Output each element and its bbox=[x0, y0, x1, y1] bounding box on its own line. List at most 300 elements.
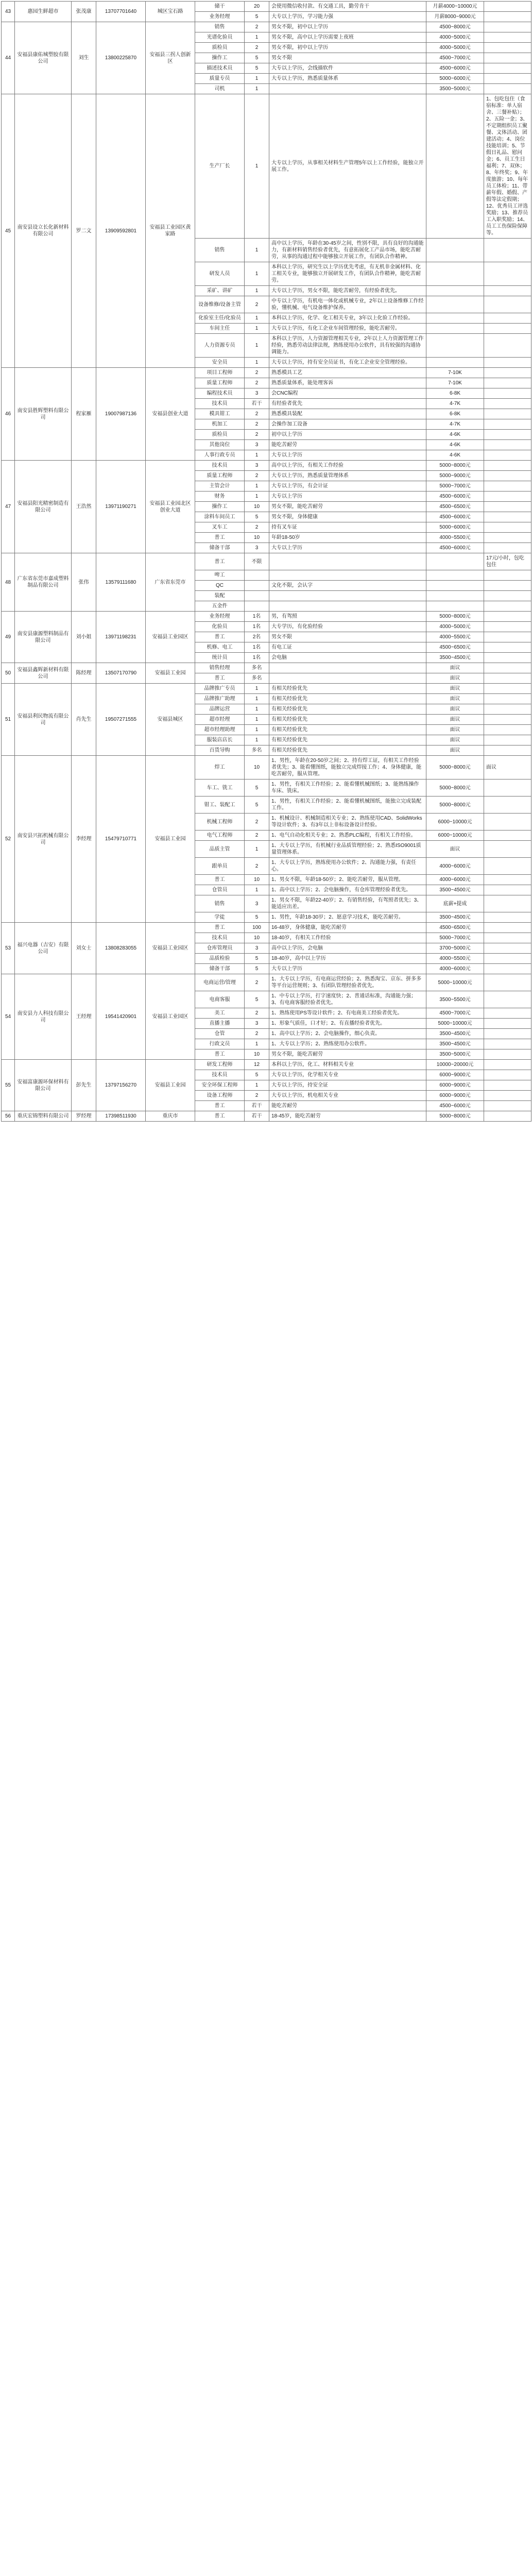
job-title: 车工、铣工 bbox=[195, 779, 245, 796]
job-title: 销售 bbox=[195, 239, 245, 262]
job-requirement: 会使用微信收付款、有交通工具，勤劳肯干 bbox=[269, 2, 426, 12]
job-salary bbox=[426, 358, 484, 368]
job-requirement: 1、男性，年龄18-30岁；2、愿意学习技术，能吃苦耐劳。 bbox=[269, 912, 426, 923]
job-title: 财务 bbox=[195, 492, 245, 502]
job-salary: 4500~8000元 bbox=[426, 22, 484, 32]
job-title: 操作工 bbox=[195, 53, 245, 63]
job-count: 3 bbox=[245, 943, 269, 954]
job-salary: 4500~6000元 bbox=[426, 543, 484, 553]
company-number: 54 bbox=[2, 974, 15, 1060]
job-count: 1 bbox=[245, 84, 269, 94]
job-title: 研发工程师 bbox=[195, 1060, 245, 1070]
job-benefit bbox=[484, 53, 531, 63]
job-title: 车间主任 bbox=[195, 324, 245, 334]
job-salary: 6-8K bbox=[426, 409, 484, 419]
job-count: 1 bbox=[245, 492, 269, 502]
job-requirement bbox=[269, 663, 426, 673]
job-count: 5 bbox=[245, 63, 269, 74]
job-count: 若干 bbox=[245, 399, 269, 409]
job-requirement: 18-45岁，能吃苦耐劳 bbox=[269, 1111, 426, 1122]
job-requirement: 1、男女不限，年龄18-50岁；2、能吃苦耐劳，服从管理。 bbox=[269, 875, 426, 885]
job-benefit bbox=[484, 933, 531, 943]
job-count: 2 bbox=[245, 1091, 269, 1101]
job-title: 技术员 bbox=[195, 933, 245, 943]
contact-person: 刘生 bbox=[72, 22, 96, 94]
job-title: 品牌推广助理 bbox=[195, 694, 245, 704]
job-benefit bbox=[484, 32, 531, 43]
job-benefit bbox=[484, 1019, 531, 1029]
job-benefit bbox=[484, 991, 531, 1008]
job-title: 普工 bbox=[195, 1101, 245, 1111]
job-requirement: 中专以上学历，有机电一体化或机械专业，2年以上设备维修工作经验，懂机械、电气设备维护保养。 bbox=[269, 296, 426, 313]
job-requirement: 男女不限，高中以上学历需要上夜班 bbox=[269, 32, 426, 43]
job-title: 电商运营/管理 bbox=[195, 974, 245, 991]
job-requirement: 男女不限，能吃苦耐劳 bbox=[269, 1049, 426, 1060]
job-requirement: 男女不限，身体健康 bbox=[269, 512, 426, 522]
job-requirement: 大专以上学历，从事相关材料生产管理5年以上工作经验，能独立开展工作。 bbox=[269, 94, 426, 239]
company-number: 56 bbox=[2, 1111, 15, 1122]
company-number: 51 bbox=[2, 684, 15, 756]
job-count: 2 bbox=[245, 430, 269, 440]
job-salary: 5000~8000元 bbox=[426, 779, 484, 796]
job-title: 项目工程师 bbox=[195, 368, 245, 378]
contact-phone: 19541420901 bbox=[96, 974, 146, 1060]
job-title: 光谱化验员 bbox=[195, 32, 245, 43]
job-requirement: 大专以上学历 bbox=[269, 543, 426, 553]
job-title: 仓管员 bbox=[195, 885, 245, 895]
job-count bbox=[245, 570, 269, 581]
job-benefit bbox=[484, 858, 531, 875]
job-requirement: 大专以上学历 bbox=[269, 450, 426, 461]
job-title: 化验员 bbox=[195, 622, 245, 632]
company-name: 南安县设立长化新材料有限公司 bbox=[15, 94, 72, 368]
job-title: 啤工 bbox=[195, 570, 245, 581]
job-benefit bbox=[484, 725, 531, 735]
job-title: 超市经理助理 bbox=[195, 725, 245, 735]
job-salary: 4000~5500元 bbox=[426, 954, 484, 964]
job-benefit bbox=[484, 1060, 531, 1070]
job-requirement: 有相关经验优先 bbox=[269, 745, 426, 756]
job-title: 五金件 bbox=[195, 601, 245, 612]
company-address: 安福县三拐人创新区 bbox=[146, 22, 195, 94]
job-benefit bbox=[484, 715, 531, 725]
job-requirement: 1、男女不限，年龄22-40岁；2、有销售经验，有驾照者优先；3、能适应出差。 bbox=[269, 895, 426, 912]
job-count: 1 bbox=[245, 239, 269, 262]
job-title: 电商客服 bbox=[195, 991, 245, 1008]
company-number: 44 bbox=[2, 22, 15, 94]
job-salary: 月薪4000~10000元 bbox=[426, 2, 484, 12]
job-salary: 5000~6000元 bbox=[426, 522, 484, 533]
job-title: 主管会计 bbox=[195, 481, 245, 492]
job-title: 质量专员 bbox=[195, 74, 245, 84]
job-requirement: 1、熟练使用PS等设计软件；2、有电商美工经验者优先。 bbox=[269, 1008, 426, 1019]
table-row bbox=[2, 1111, 531, 1122]
job-salary bbox=[426, 313, 484, 324]
job-benefit bbox=[484, 612, 531, 622]
job-title: 普工 bbox=[195, 553, 245, 570]
job-salary: 4500~6500元 bbox=[426, 923, 484, 933]
job-count: 5 bbox=[245, 912, 269, 923]
job-count: 5 bbox=[245, 53, 269, 63]
job-requirement: 1、高中以上学历；2、会电脑操作，细心负责。 bbox=[269, 1029, 426, 1039]
job-count: 1 bbox=[245, 715, 269, 725]
job-salary: 4500~7000元 bbox=[426, 1008, 484, 1019]
job-count: 若干 bbox=[245, 1101, 269, 1111]
job-salary: 面议 bbox=[426, 725, 484, 735]
job-requirement: 18-40岁，高中以上学历 bbox=[269, 954, 426, 964]
job-title: 学徒 bbox=[195, 912, 245, 923]
job-count: 1 bbox=[245, 74, 269, 84]
job-benefit bbox=[484, 875, 531, 885]
contact-phone: 19507271555 bbox=[96, 684, 146, 756]
job-salary: 6000~10000元 bbox=[426, 831, 484, 841]
job-title: 仓库管理员 bbox=[195, 943, 245, 954]
job-requirement: 大专以上学历 bbox=[269, 492, 426, 502]
table-row bbox=[2, 923, 531, 933]
job-benefit bbox=[484, 1070, 531, 1080]
job-salary bbox=[426, 239, 484, 262]
company-name: 安福县利民物流有限公司 bbox=[15, 684, 72, 756]
job-benefit bbox=[484, 358, 531, 368]
job-benefit bbox=[484, 450, 531, 461]
job-benefit bbox=[484, 533, 531, 543]
contact-person: 李经理 bbox=[72, 756, 96, 923]
table-row bbox=[2, 684, 531, 694]
company-address: 安福县工业园区 bbox=[146, 974, 195, 1060]
job-title: 安全员 bbox=[195, 358, 245, 368]
contact-person: 罗二文 bbox=[72, 94, 96, 368]
job-salary: 5000~10000元 bbox=[426, 1019, 484, 1029]
contact-phone: 19007987136 bbox=[96, 368, 146, 461]
job-benefit bbox=[484, 581, 531, 591]
job-salary: 面议 bbox=[426, 704, 484, 715]
job-requirement: 大专以上学历，熟悉质量管理体系 bbox=[269, 471, 426, 481]
job-salary: 6000~9000元 bbox=[426, 1080, 484, 1091]
job-salary: 面议 bbox=[426, 673, 484, 684]
job-benefit bbox=[484, 923, 531, 933]
job-count: 2 bbox=[245, 22, 269, 32]
job-count: 10 bbox=[245, 756, 269, 779]
job-count: 2 bbox=[245, 378, 269, 388]
job-benefit bbox=[484, 974, 531, 991]
job-benefit bbox=[484, 543, 531, 553]
table-row bbox=[2, 22, 531, 32]
job-salary: 4000~6000元 bbox=[426, 858, 484, 875]
job-count: 若干 bbox=[245, 1111, 269, 1122]
job-requirement: 本科以上学历，化工、材料相关专业 bbox=[269, 1060, 426, 1070]
job-salary bbox=[426, 94, 484, 239]
job-requirement: 熟悉模具工艺 bbox=[269, 368, 426, 378]
job-benefit: 17元/小时，包吃包住 bbox=[484, 553, 531, 570]
job-title: 技术员 bbox=[195, 1070, 245, 1080]
job-benefit bbox=[484, 368, 531, 378]
job-title: 品牌推广专员 bbox=[195, 684, 245, 694]
job-salary bbox=[426, 296, 484, 313]
job-benefit bbox=[484, 642, 531, 653]
job-count: 1 bbox=[245, 450, 269, 461]
job-salary: 面议 bbox=[426, 663, 484, 673]
job-benefit bbox=[484, 673, 531, 684]
company-number: 46 bbox=[2, 368, 15, 461]
job-requirement: 有相关经验优先 bbox=[269, 735, 426, 745]
company-address: 安福县工业园区 bbox=[146, 612, 195, 663]
job-title: 人力资源专员 bbox=[195, 334, 245, 358]
job-requirement bbox=[269, 673, 426, 684]
job-salary: 5000~7000元 bbox=[426, 933, 484, 943]
company-address: 安福县创业大道 bbox=[146, 368, 195, 461]
job-title: 质量工程师 bbox=[195, 378, 245, 388]
job-title: 化验室主任/化验员 bbox=[195, 313, 245, 324]
job-requirement: 大专以上学历，有化工企业车间管理经验，能吃苦耐劳。 bbox=[269, 324, 426, 334]
job-requirement: 男女不限 bbox=[269, 53, 426, 63]
job-count bbox=[245, 591, 269, 601]
job-requirement: 本科以上学历，化学、化工相关专业，3年以上化验工作经验。 bbox=[269, 313, 426, 324]
job-requirement: 有相关经验优先 bbox=[269, 684, 426, 694]
job-benefit bbox=[484, 570, 531, 581]
job-benefit bbox=[484, 2, 531, 12]
job-title: 普工 bbox=[195, 632, 245, 642]
job-requirement: 男女不限，初中以上学历 bbox=[269, 43, 426, 53]
job-requirement bbox=[269, 570, 426, 581]
company-number: 52 bbox=[2, 756, 15, 923]
job-benefit bbox=[484, 632, 531, 642]
job-salary: 4-7K bbox=[426, 419, 484, 430]
job-title: 普工 bbox=[195, 875, 245, 885]
job-title: 人事行政专员 bbox=[195, 450, 245, 461]
job-count: 3 bbox=[245, 543, 269, 553]
job-benefit bbox=[484, 591, 531, 601]
job-count: 2 bbox=[245, 522, 269, 533]
job-title: 模具钳工 bbox=[195, 409, 245, 419]
job-requirement: 1、电气自动化相关专业；2、熟悉PLC编程，有相关工作经验。 bbox=[269, 831, 426, 841]
job-salary: 4500~7000元 bbox=[426, 53, 484, 63]
job-salary: 7-10K bbox=[426, 368, 484, 378]
job-benefit bbox=[484, 12, 531, 22]
job-requirement: 大专以上学历，机电相关专业 bbox=[269, 1091, 426, 1101]
job-requirement: 大专学历，有化验经验 bbox=[269, 622, 426, 632]
job-count: 1 bbox=[245, 324, 269, 334]
contact-person: 王经理 bbox=[72, 974, 96, 1060]
job-salary: 4000~5500元 bbox=[426, 533, 484, 543]
job-requirement bbox=[269, 553, 426, 570]
job-salary: 4-6K bbox=[426, 440, 484, 450]
table-row bbox=[2, 612, 531, 622]
company-number: 47 bbox=[2, 461, 15, 553]
job-title: 叉车工 bbox=[195, 522, 245, 533]
job-salary: 面议 bbox=[426, 715, 484, 725]
job-count: 2 bbox=[245, 296, 269, 313]
job-count: 不限 bbox=[245, 553, 269, 570]
job-requirement: 文化不限，会认字 bbox=[269, 581, 426, 591]
job-count: 1 bbox=[245, 313, 269, 324]
job-salary bbox=[426, 262, 484, 286]
job-benefit bbox=[484, 831, 531, 841]
job-count: 2 bbox=[245, 419, 269, 430]
job-requirement: 大专以上学历，持有安全员证书，有化工企业安全管理经验。 bbox=[269, 358, 426, 368]
job-requirement: 熟悉模具装配 bbox=[269, 409, 426, 419]
company-address: 安福县工业园 bbox=[146, 1060, 195, 1111]
company-name: 南安县力人科技有限公司 bbox=[15, 974, 72, 1060]
job-requirement: 大专以上学历，男女不限，能吃苦耐劳，有经验者优先。 bbox=[269, 286, 426, 296]
company-number: 50 bbox=[2, 663, 15, 684]
job-count: 1 bbox=[245, 704, 269, 715]
job-title: 储干 bbox=[195, 2, 245, 12]
job-benefit bbox=[484, 1101, 531, 1111]
job-title: 技术员 bbox=[195, 399, 245, 409]
job-salary: 4000~5500元 bbox=[426, 632, 484, 642]
job-requirement: 年龄18-50岁 bbox=[269, 533, 426, 543]
job-count: 2 bbox=[245, 831, 269, 841]
job-salary: 4000~5000元 bbox=[426, 43, 484, 53]
job-title: 生产厂长 bbox=[195, 94, 245, 239]
job-requirement: 男女不限，初中以上学历 bbox=[269, 22, 426, 32]
job-count: 1 bbox=[245, 358, 269, 368]
job-salary: 4500~6000元 bbox=[426, 492, 484, 502]
job-count: 10 bbox=[245, 1049, 269, 1060]
contact-phone: 13797156270 bbox=[96, 1060, 146, 1111]
job-title: 设备维修/设备主管 bbox=[195, 296, 245, 313]
job-benefit bbox=[484, 1049, 531, 1060]
company-number: 55 bbox=[2, 1060, 15, 1111]
job-title: 电气工程师 bbox=[195, 831, 245, 841]
job-salary: 3500~4500元 bbox=[426, 885, 484, 895]
job-title: 质量工程师 bbox=[195, 471, 245, 481]
job-count: 100 bbox=[245, 923, 269, 933]
job-count: 多名 bbox=[245, 663, 269, 673]
job-salary bbox=[426, 286, 484, 296]
table-row bbox=[2, 974, 531, 991]
job-benefit bbox=[484, 964, 531, 974]
table-row bbox=[2, 94, 531, 239]
job-salary: 面议 bbox=[426, 735, 484, 745]
job-benefit bbox=[484, 684, 531, 694]
job-benefit: 面议 bbox=[484, 756, 531, 779]
job-benefit: 1、包吃包住（食宿标准：单人宿舍、三餐补贴）；2、五险一金；3、不定期组织员工聚餐、文体活动、团建活动；4、岗位技能培训；5、节假日礼品、慰问金；6、员工生日福利；7、双休；8、年终奖；9、年度旅游；10、每年员工体检；11、带薪年假、婚假、产假等法定假期；12、优秀员工评选奖励；13、推荐员工入职奖励；14、员工工伤保险保障等。 bbox=[484, 94, 531, 239]
company-address: 安福县工业园 bbox=[146, 756, 195, 923]
job-benefit bbox=[484, 378, 531, 388]
job-benefit bbox=[484, 1091, 531, 1101]
job-title: 普工 bbox=[195, 1049, 245, 1060]
job-count: 20 bbox=[245, 2, 269, 12]
job-count: 1 bbox=[245, 1039, 269, 1049]
job-title: 品质检验 bbox=[195, 954, 245, 964]
job-requirement: 男女不限 bbox=[269, 632, 426, 642]
job-count: 1 bbox=[245, 286, 269, 296]
job-title: 司机 bbox=[195, 84, 245, 94]
job-count: 1 bbox=[245, 262, 269, 286]
job-title: 储备干部 bbox=[195, 964, 245, 974]
job-salary bbox=[426, 324, 484, 334]
job-salary: 4500~6000元 bbox=[426, 63, 484, 74]
job-count: 3 bbox=[245, 895, 269, 912]
job-requirement: 男女不限，能吃苦耐劳 bbox=[269, 502, 426, 512]
job-count: 1 bbox=[245, 94, 269, 239]
contact-person: 彭先生 bbox=[72, 1060, 96, 1111]
contact-person: 张茂康 bbox=[72, 2, 96, 22]
job-salary: 5000~7000元 bbox=[426, 481, 484, 492]
job-benefit bbox=[484, 1111, 531, 1122]
contact-phone: 17398511930 bbox=[96, 1111, 146, 1122]
job-count: 1 bbox=[245, 725, 269, 735]
contact-person: 刘女士 bbox=[72, 923, 96, 974]
job-title: 业务经理 bbox=[195, 12, 245, 22]
company-name: 安福县康佑城塑胶有限公司 bbox=[15, 22, 72, 94]
job-requirement: 1、中专以上学历，打字速度快；2、普通话标准，沟通能力强；3、有电商客服经验者优先。 bbox=[269, 991, 426, 1008]
job-salary bbox=[426, 591, 484, 601]
job-benefit bbox=[484, 1080, 531, 1091]
job-title: 普工 bbox=[195, 673, 245, 684]
job-title: 描述技术员 bbox=[195, 63, 245, 74]
job-benefit bbox=[484, 704, 531, 715]
job-salary bbox=[426, 334, 484, 358]
job-title: 服装店店长 bbox=[195, 735, 245, 745]
job-requirement: 高中以上学历，有相关工作经验 bbox=[269, 461, 426, 471]
job-title: 销售 bbox=[195, 22, 245, 32]
job-salary: 3500~5500元 bbox=[426, 991, 484, 1008]
job-requirement: 能吃苦耐劳 bbox=[269, 440, 426, 450]
job-salary: 5000~8000元 bbox=[426, 796, 484, 814]
job-salary: 面议 bbox=[426, 745, 484, 756]
job-count: 2 bbox=[245, 1029, 269, 1039]
job-salary: 3700~5000元 bbox=[426, 943, 484, 954]
job-salary: 面议 bbox=[426, 694, 484, 704]
job-count: 2 bbox=[245, 814, 269, 831]
recruitment-table bbox=[1, 1, 531, 1122]
job-count: 1 bbox=[245, 735, 269, 745]
job-title: 设备工程师 bbox=[195, 1091, 245, 1101]
job-salary: 4000~6000元 bbox=[426, 964, 484, 974]
job-count: 1名 bbox=[245, 653, 269, 663]
job-count: 10 bbox=[245, 933, 269, 943]
job-title: 编程技术员 bbox=[195, 388, 245, 399]
job-requirement: 会电脑 bbox=[269, 653, 426, 663]
job-benefit bbox=[484, 522, 531, 533]
job-salary: 3500~5000元 bbox=[426, 1049, 484, 1060]
job-requirement: 1、大专以上学历；2、熟练使用办公软件。 bbox=[269, 1039, 426, 1049]
job-salary: 4-6K bbox=[426, 430, 484, 440]
job-benefit bbox=[484, 388, 531, 399]
job-requirement bbox=[269, 591, 426, 601]
company-address: 安福县工业园 bbox=[146, 663, 195, 684]
job-benefit bbox=[484, 419, 531, 430]
company-number: 49 bbox=[2, 612, 15, 663]
job-count: 1 bbox=[245, 32, 269, 43]
job-requirement: 18-40岁，有相关工作经验 bbox=[269, 933, 426, 943]
job-benefit bbox=[484, 324, 531, 334]
company-name: 南安县胜辉塑料有限公司 bbox=[15, 368, 72, 461]
job-title: 储备干部 bbox=[195, 543, 245, 553]
job-salary: 7-10K bbox=[426, 378, 484, 388]
job-count: 5 bbox=[245, 796, 269, 814]
job-salary: 底薪+提成 bbox=[426, 895, 484, 912]
job-salary bbox=[426, 581, 484, 591]
job-benefit bbox=[484, 481, 531, 492]
job-requirement: 1、高中以上学历；2、会电脑操作，有仓库管理经验者优先。 bbox=[269, 885, 426, 895]
job-benefit bbox=[484, 461, 531, 471]
job-salary: 5000~8000元 bbox=[426, 756, 484, 779]
job-requirement: 大专以上学历，化学相关专业 bbox=[269, 1070, 426, 1080]
job-salary: 月薪8000~9000元 bbox=[426, 12, 484, 22]
job-title: 其他岗位 bbox=[195, 440, 245, 450]
company-address: 安福县工业园区 bbox=[146, 923, 195, 974]
job-title: 百货导购 bbox=[195, 745, 245, 756]
job-count: 1 bbox=[245, 841, 269, 858]
job-requirement: 会操作加工设备 bbox=[269, 419, 426, 430]
job-title: 机加工 bbox=[195, 419, 245, 430]
job-count: 2 bbox=[245, 368, 269, 378]
company-address: 城区宝石路 bbox=[146, 2, 195, 22]
job-requirement: 男，有驾照 bbox=[269, 612, 426, 622]
